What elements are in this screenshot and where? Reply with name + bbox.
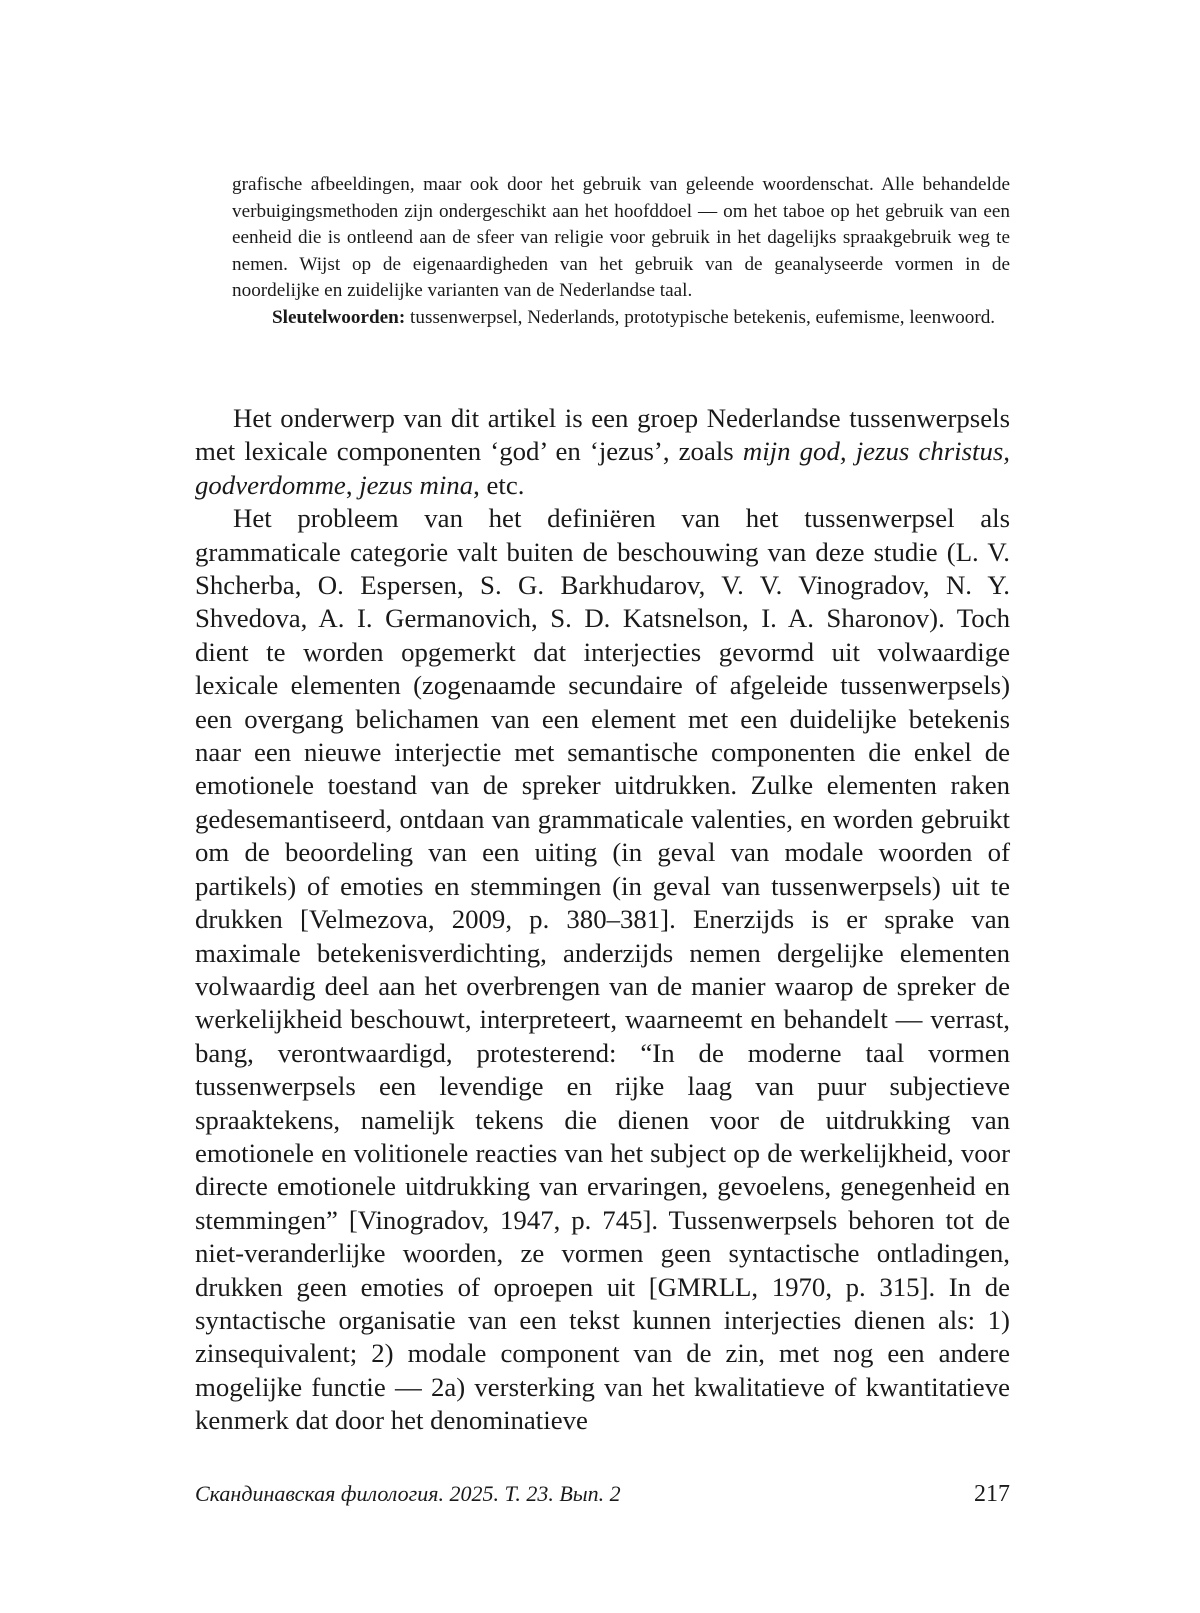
- abstract-text: grafische afbeeldingen, maar ook door het gebruik van geleende woordenschat. Alle behandelde verbuigingsmethoden zijn ondergeschikt aan het hoofddoel — om het taboe op het gebruik van een eenheid die is ontleend aan de sfeer van religie voor gebruik in het dagelijks spraakgebruik weg te nemen. Wijst op de eigenaardigheden van het gebruik van de geanalyseerde vormen in de noordelijke en zuidelijke varianten van de Nederlandse taal.: [232, 174, 1010, 301]
- paragraph-1-text-b: ,: [345, 469, 360, 500]
- paragraph-1-example-1: mijn god, jezus christus, godverdomme: [195, 436, 1010, 500]
- keywords-list: tussenwerpsel, Nederlands, prototypische betekenis, eufemisme, leenwoord.: [405, 306, 996, 328]
- keywords: [232, 305, 1010, 332]
- paragraph-2: Het probleem van het definiëren van het tussenwerpsel als grammaticale categorie valt buiten de beschouwing van deze studie (L. V. Shcherba, O. Espersen, S. G. Barkhudarov, V. V. Vinogradov, N. Y. Shvedova, A. I. Germanovich, S. D. Katsnelson, I. A. Sharonov). Toch dient te worden opgemerkt dat interjecties gevormd uit volwaardige lexicale elementen (zogenaamde secundaire of afgeleide tussenwerpsels) een overgang belichamen van een element met een duidelijke betekenis naar een nieuwe interjectie met semantische componenten die enkel de emotionele toestand van de spreker uitdrukken. Zulke elementen raken gedesemantiseerd, ontdaan van grammaticale valenties, en worden gebruikt om de beoordeling van een uiting (in geval van modale woorden of partikels) of emoties en stemmingen (in geval van tussenwerpsels) uit te drukken [Velmezova, 2009, p. 380–381]. Enerzijds is er sprake van maximale betekenisverdichting, anderzijds nemen dergelijke elementen volwaardig deel aan het overbrengen van de manier waarop de spreker de werkelijkheid beschouwt, interpreteert, waarneemt en behandelt — verrast, bang, verontwaardigd, protesterend: “In de moderne taal vormen tussenwerpsels een levendige en rijke laag van puur subjectieve spraaktekens, namelijk tekens die dienen voor de uitdrukking van emotionele en volitionele reacties van het subject op de werkelijkheid, voor directe emotionele uitdrukking van ervaringen, gevoelens, genegenheid en stemmingen” [Vinogradov, 1947, p. 745]. Tussenwerpsels behoren tot de niet-veranderlijke woorden, ze vormen geen syntactische ontladingen, drukken geen emoties of oproepen uit [GMRLL, 1970, p. 315]. In de syntactische organisatie van een tekst kunnen interjecties dienen als: 1) zinsequivalent; 2) modale component van de zin, met nog een andere mogelijke functie — 2a) versterking van het kwalitatieve of kwantitatieve kenmerk dat door het denominatieve: [195, 503, 1010, 1436]
- article-body: [195, 402, 1010, 1438]
- abstract: [232, 172, 1010, 331]
- keywords-label: Sleutelwoorden:: [272, 306, 406, 328]
- paragraph-1: [195, 402, 1010, 502]
- paragraph-1-text-a: Het onderwerp van dit artikel is een groep Nederlandse tussenwerpsels met lexicale componenten ‘god’ en ‘jezus’, zoals: [195, 403, 1010, 467]
- journal-name: Скандинавская филология. 2025. Т. 23. Вып. 2: [195, 1481, 621, 1506]
- paragraph-1-text-c: , etc.: [473, 469, 525, 500]
- paragraph-1-example-2: jezus mina: [359, 469, 474, 500]
- page-number: 217: [974, 1481, 1010, 1507]
